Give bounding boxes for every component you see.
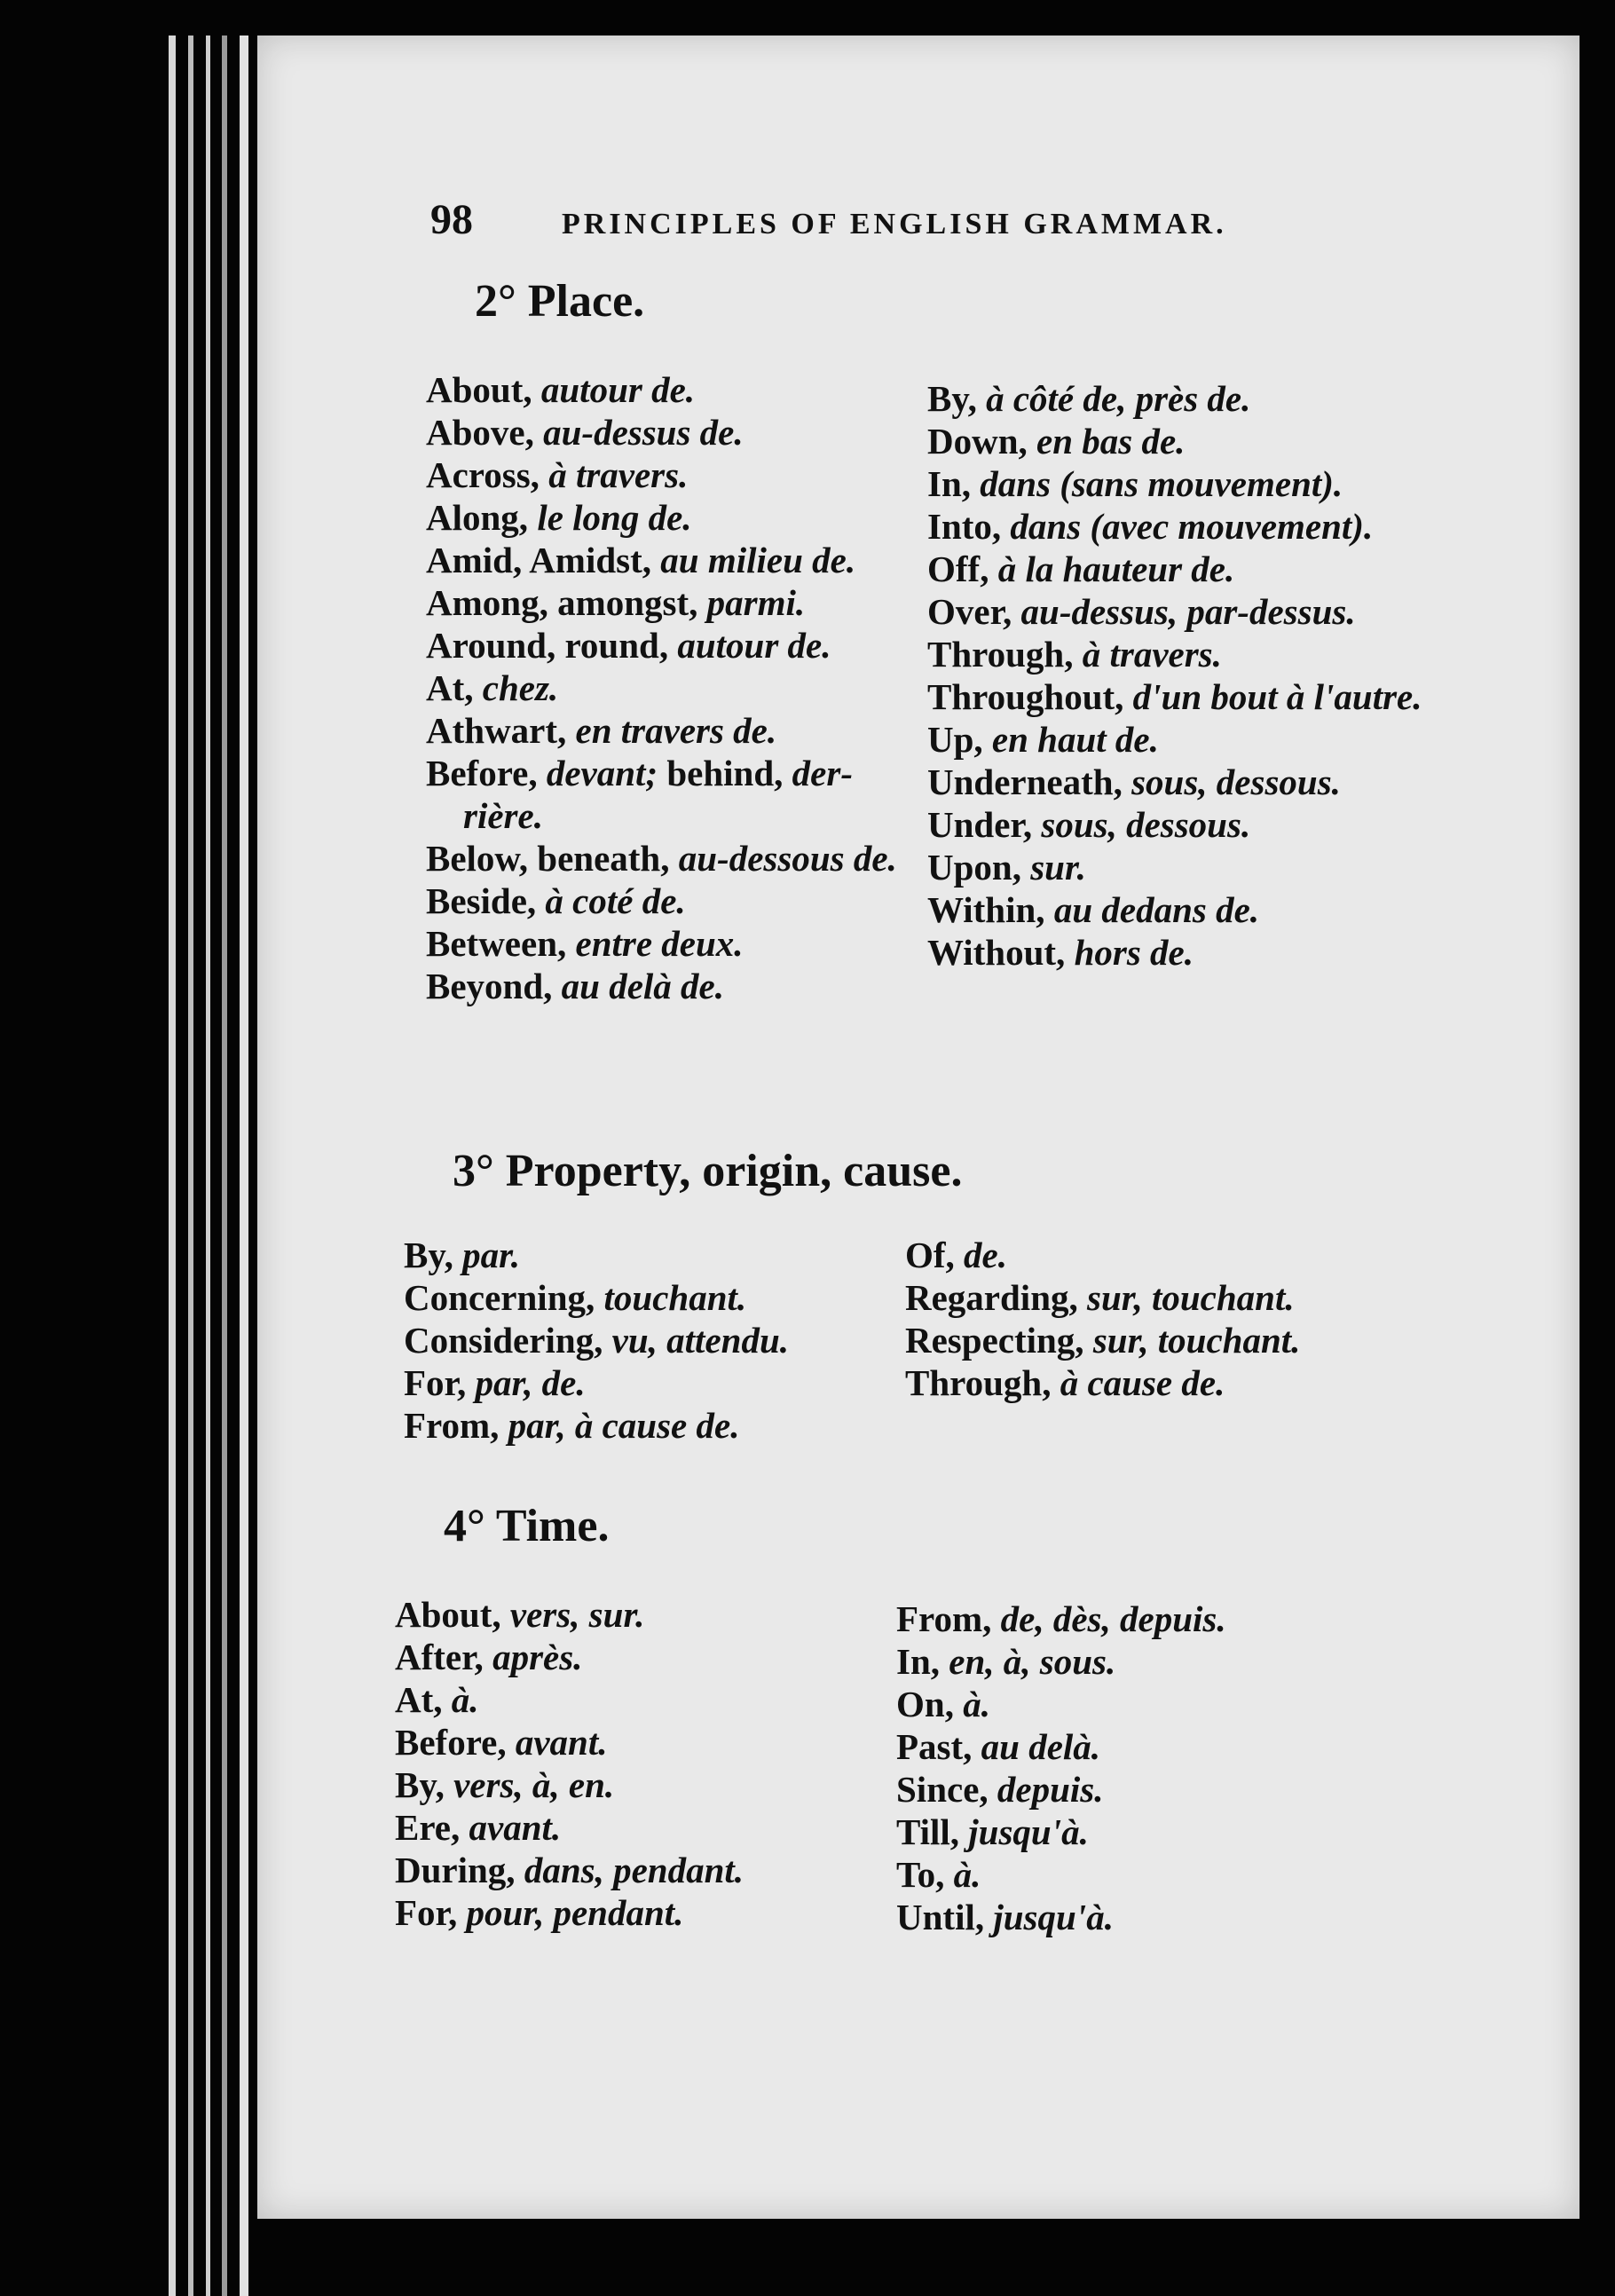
- french-translation: entre deux.: [575, 923, 744, 964]
- english-term: Considering,: [404, 1320, 612, 1361]
- english-term: Athwart,: [426, 710, 576, 751]
- preposition-entry: [426, 624, 923, 667]
- french-translation: autour de.: [540, 369, 696, 410]
- preposition-entry: [896, 1853, 1446, 1896]
- preposition-entry: [395, 1636, 892, 1678]
- prepositions-place-left: [426, 368, 923, 1007]
- french-translation: vers, à, en.: [453, 1764, 615, 1805]
- french-translation: touchant.: [603, 1277, 747, 1318]
- french-translation: à travers.: [1082, 634, 1222, 675]
- preposition-entry: [395, 1849, 892, 1891]
- french-translation: après.: [492, 1637, 583, 1677]
- english-term: Throughout,: [927, 676, 1133, 717]
- french-translation: au delà.: [981, 1726, 1101, 1767]
- page-edge: [169, 36, 176, 2296]
- preposition-entry: [905, 1361, 1455, 1404]
- english-term: Along,: [426, 497, 538, 538]
- english-term: Among, amongst,: [426, 582, 707, 623]
- french-translation: par, de.: [475, 1362, 586, 1403]
- french-translation: à côté de, près de.: [986, 378, 1251, 419]
- french-translation: en, à, sous.: [949, 1641, 1116, 1682]
- english-term: Before,: [395, 1722, 516, 1763]
- page-number: 98: [430, 196, 473, 243]
- preposition-entry: [905, 1276, 1455, 1319]
- french-translation: au-dessus, par-dessus.: [1020, 591, 1356, 632]
- section-heading-property: 3° Property, origin, cause.: [453, 1146, 963, 1196]
- preposition-entry: [927, 505, 1495, 548]
- french-translation: depuis.: [997, 1769, 1104, 1810]
- english-term: After,: [395, 1637, 493, 1677]
- preposition-entry: [426, 709, 923, 752]
- french-translation: parmi.: [706, 582, 806, 623]
- english-term: Amid, Amidst,: [426, 540, 661, 580]
- preposition-entry: [395, 1721, 892, 1763]
- prepositions-place-right: [927, 377, 1495, 974]
- english-term: Beside,: [426, 880, 546, 921]
- preposition-entry: [426, 837, 923, 880]
- english-term: About,: [395, 1594, 510, 1635]
- french-translation: à.: [451, 1679, 479, 1720]
- english-term: To,: [896, 1854, 954, 1895]
- english-term: Since,: [896, 1769, 997, 1810]
- french-translation: der-: [792, 753, 853, 793]
- page-edge: [188, 36, 193, 2296]
- preposition-entry: [896, 1896, 1446, 1938]
- english-term: Upon,: [927, 847, 1031, 888]
- section-heading-time: 4° Time.: [444, 1501, 610, 1551]
- running-title: PRINCIPLES OF ENGLISH GRAMMAR.: [562, 208, 1227, 241]
- english-term: Around, round,: [426, 625, 678, 666]
- english-term: Through,: [905, 1362, 1060, 1403]
- prepositions-time-right: [896, 1598, 1446, 1938]
- preposition-entry: [896, 1725, 1446, 1768]
- french-translation: au-dessous de.: [678, 838, 897, 879]
- french-translation: autour de.: [677, 625, 831, 666]
- preposition-entry-continuation: [426, 794, 923, 837]
- preposition-entry: [896, 1811, 1446, 1853]
- section-heading-place: 2° Place.: [475, 276, 645, 327]
- english-term: Before,: [426, 753, 547, 793]
- preposition-entry: [905, 1319, 1455, 1361]
- french-translation: sur, touchant.: [1087, 1277, 1295, 1318]
- english-term: From,: [404, 1405, 508, 1446]
- french-translation: le long de.: [537, 497, 692, 538]
- preposition-entry: [927, 675, 1495, 718]
- preposition-entry: [404, 1361, 901, 1404]
- french-translation: à coté de.: [545, 880, 686, 921]
- preposition-entry: [404, 1234, 901, 1276]
- english-term: Between,: [426, 923, 576, 964]
- french-translation: vers, sur.: [509, 1594, 645, 1635]
- preposition-entry: [426, 581, 923, 624]
- english-term: Until,: [896, 1897, 994, 1937]
- english-term: Through,: [927, 634, 1083, 675]
- french-translation: par, à cause de.: [508, 1405, 740, 1446]
- prepositions-property-right: [905, 1234, 1455, 1404]
- english-term: At,: [395, 1679, 452, 1720]
- english-term: During,: [395, 1850, 524, 1890]
- french-translation: dans (sans mouvement).: [980, 463, 1343, 504]
- english-term: Beyond,: [426, 966, 562, 1006]
- preposition-entry: [426, 667, 923, 709]
- preposition-entry: [395, 1763, 892, 1806]
- page-header: [430, 195, 1362, 244]
- preposition-entry: [927, 590, 1495, 633]
- preposition-entry: [426, 539, 923, 581]
- french-translation: pour, pendant.: [466, 1892, 684, 1933]
- english-term: By,: [395, 1764, 454, 1805]
- english-term: Concerning,: [404, 1277, 604, 1318]
- preposition-entry: [426, 880, 923, 922]
- french-translation: avant.: [469, 1807, 562, 1848]
- preposition-entry: [426, 411, 923, 454]
- french-translation: sur.: [1030, 847, 1086, 888]
- english-term: Below, beneath,: [426, 838, 679, 879]
- english-term: From,: [896, 1598, 1001, 1639]
- english-term: Off,: [927, 548, 998, 589]
- preposition-entry: [896, 1640, 1446, 1683]
- prepositions-time-left: [395, 1593, 892, 1934]
- french-translation: de, dès, depuis.: [1000, 1598, 1226, 1639]
- french-translation: devant;: [546, 753, 667, 793]
- prepositions-property-left: [404, 1234, 901, 1447]
- english-term: By,: [404, 1235, 463, 1275]
- preposition-entry: [395, 1678, 892, 1721]
- preposition-entry: [927, 931, 1495, 974]
- french-translation: à cause de.: [1060, 1362, 1225, 1403]
- french-translation: en bas de.: [1036, 421, 1186, 462]
- english-term: Down,: [927, 421, 1037, 462]
- english-term: For,: [404, 1362, 476, 1403]
- french-translation: au dedans de.: [1053, 889, 1260, 930]
- preposition-entry: [426, 496, 923, 539]
- french-translation: rière.: [463, 795, 543, 836]
- english-term: At,: [426, 667, 483, 708]
- preposition-entry: [927, 377, 1495, 420]
- english-term: On,: [896, 1684, 964, 1724]
- page-edge: [206, 36, 210, 2296]
- page-edge: [240, 36, 248, 2296]
- preposition-entry: [927, 633, 1495, 675]
- french-translation: en travers de.: [575, 710, 777, 751]
- french-translation: sur, touchant.: [1092, 1320, 1301, 1361]
- french-translation: avant.: [515, 1722, 608, 1763]
- english-term: Across,: [426, 454, 549, 495]
- english-term: Over,: [927, 591, 1021, 632]
- preposition-entry: [927, 462, 1495, 505]
- french-translation: vu, attendu.: [611, 1320, 789, 1361]
- english-term: Ere,: [395, 1807, 469, 1848]
- english-term: Under,: [927, 804, 1042, 845]
- english-term: For,: [395, 1892, 467, 1933]
- english-term: In,: [927, 463, 981, 504]
- english-term: Into,: [927, 506, 1011, 547]
- preposition-entry: [927, 420, 1495, 462]
- french-translation: jusqu'à.: [993, 1897, 1114, 1937]
- english-term: Up,: [927, 719, 992, 760]
- english-term: Within,: [927, 889, 1054, 930]
- french-translation: sous, dessous.: [1131, 761, 1341, 802]
- preposition-entry: [927, 846, 1495, 888]
- french-translation: hors de.: [1074, 932, 1194, 973]
- preposition-entry: [426, 368, 923, 411]
- french-translation: au-dessus de.: [543, 412, 744, 453]
- english-term: Without,: [927, 932, 1075, 973]
- preposition-entry: [927, 761, 1495, 803]
- english-term: behind,: [666, 753, 792, 793]
- english-term: Regarding,: [905, 1277, 1087, 1318]
- preposition-entry: [896, 1598, 1446, 1640]
- french-translation: au delà de.: [561, 966, 724, 1006]
- french-translation: en haut de.: [991, 719, 1159, 760]
- english-term: Of,: [905, 1235, 965, 1275]
- preposition-entry: [927, 888, 1495, 931]
- preposition-entry: [896, 1768, 1446, 1811]
- english-term: By,: [927, 378, 987, 419]
- preposition-entry: [927, 803, 1495, 846]
- english-term: Respecting,: [905, 1320, 1093, 1361]
- french-translation: dans (avec mouvement).: [1010, 506, 1374, 547]
- french-translation: sous, dessous.: [1041, 804, 1251, 845]
- english-term: Past,: [896, 1726, 981, 1767]
- french-translation: à travers.: [548, 454, 689, 495]
- preposition-entry: [395, 1806, 892, 1849]
- page-edge: [222, 36, 227, 2296]
- french-translation: à.: [963, 1684, 990, 1724]
- preposition-entry: [395, 1891, 892, 1934]
- preposition-entry: [927, 718, 1495, 761]
- preposition-entry: [905, 1234, 1455, 1276]
- english-term: Till,: [896, 1811, 969, 1852]
- preposition-entry: [426, 965, 923, 1007]
- preposition-entry: [395, 1593, 892, 1636]
- english-term: In,: [896, 1641, 949, 1682]
- french-translation: à.: [953, 1854, 981, 1895]
- english-term: Underneath,: [927, 761, 1132, 802]
- preposition-entry: [927, 548, 1495, 590]
- french-translation: par.: [462, 1235, 521, 1275]
- preposition-entry: [426, 454, 923, 496]
- preposition-entry: [426, 752, 923, 794]
- preposition-entry: [896, 1683, 1446, 1725]
- preposition-entry: [404, 1404, 901, 1447]
- english-term: Above,: [426, 412, 544, 453]
- preposition-entry: [404, 1276, 901, 1319]
- preposition-entry: [404, 1319, 901, 1361]
- french-translation: d'un bout à l'autre.: [1132, 676, 1422, 717]
- french-translation: jusqu'à.: [968, 1811, 1089, 1852]
- french-translation: de.: [964, 1235, 1007, 1275]
- french-translation: chez.: [482, 667, 559, 708]
- french-translation: au milieu de.: [660, 540, 856, 580]
- preposition-entry: [426, 922, 923, 965]
- french-translation: dans, pendant.: [524, 1850, 744, 1890]
- french-translation: à la hauteur de.: [997, 548, 1235, 589]
- english-term: About,: [426, 369, 541, 410]
